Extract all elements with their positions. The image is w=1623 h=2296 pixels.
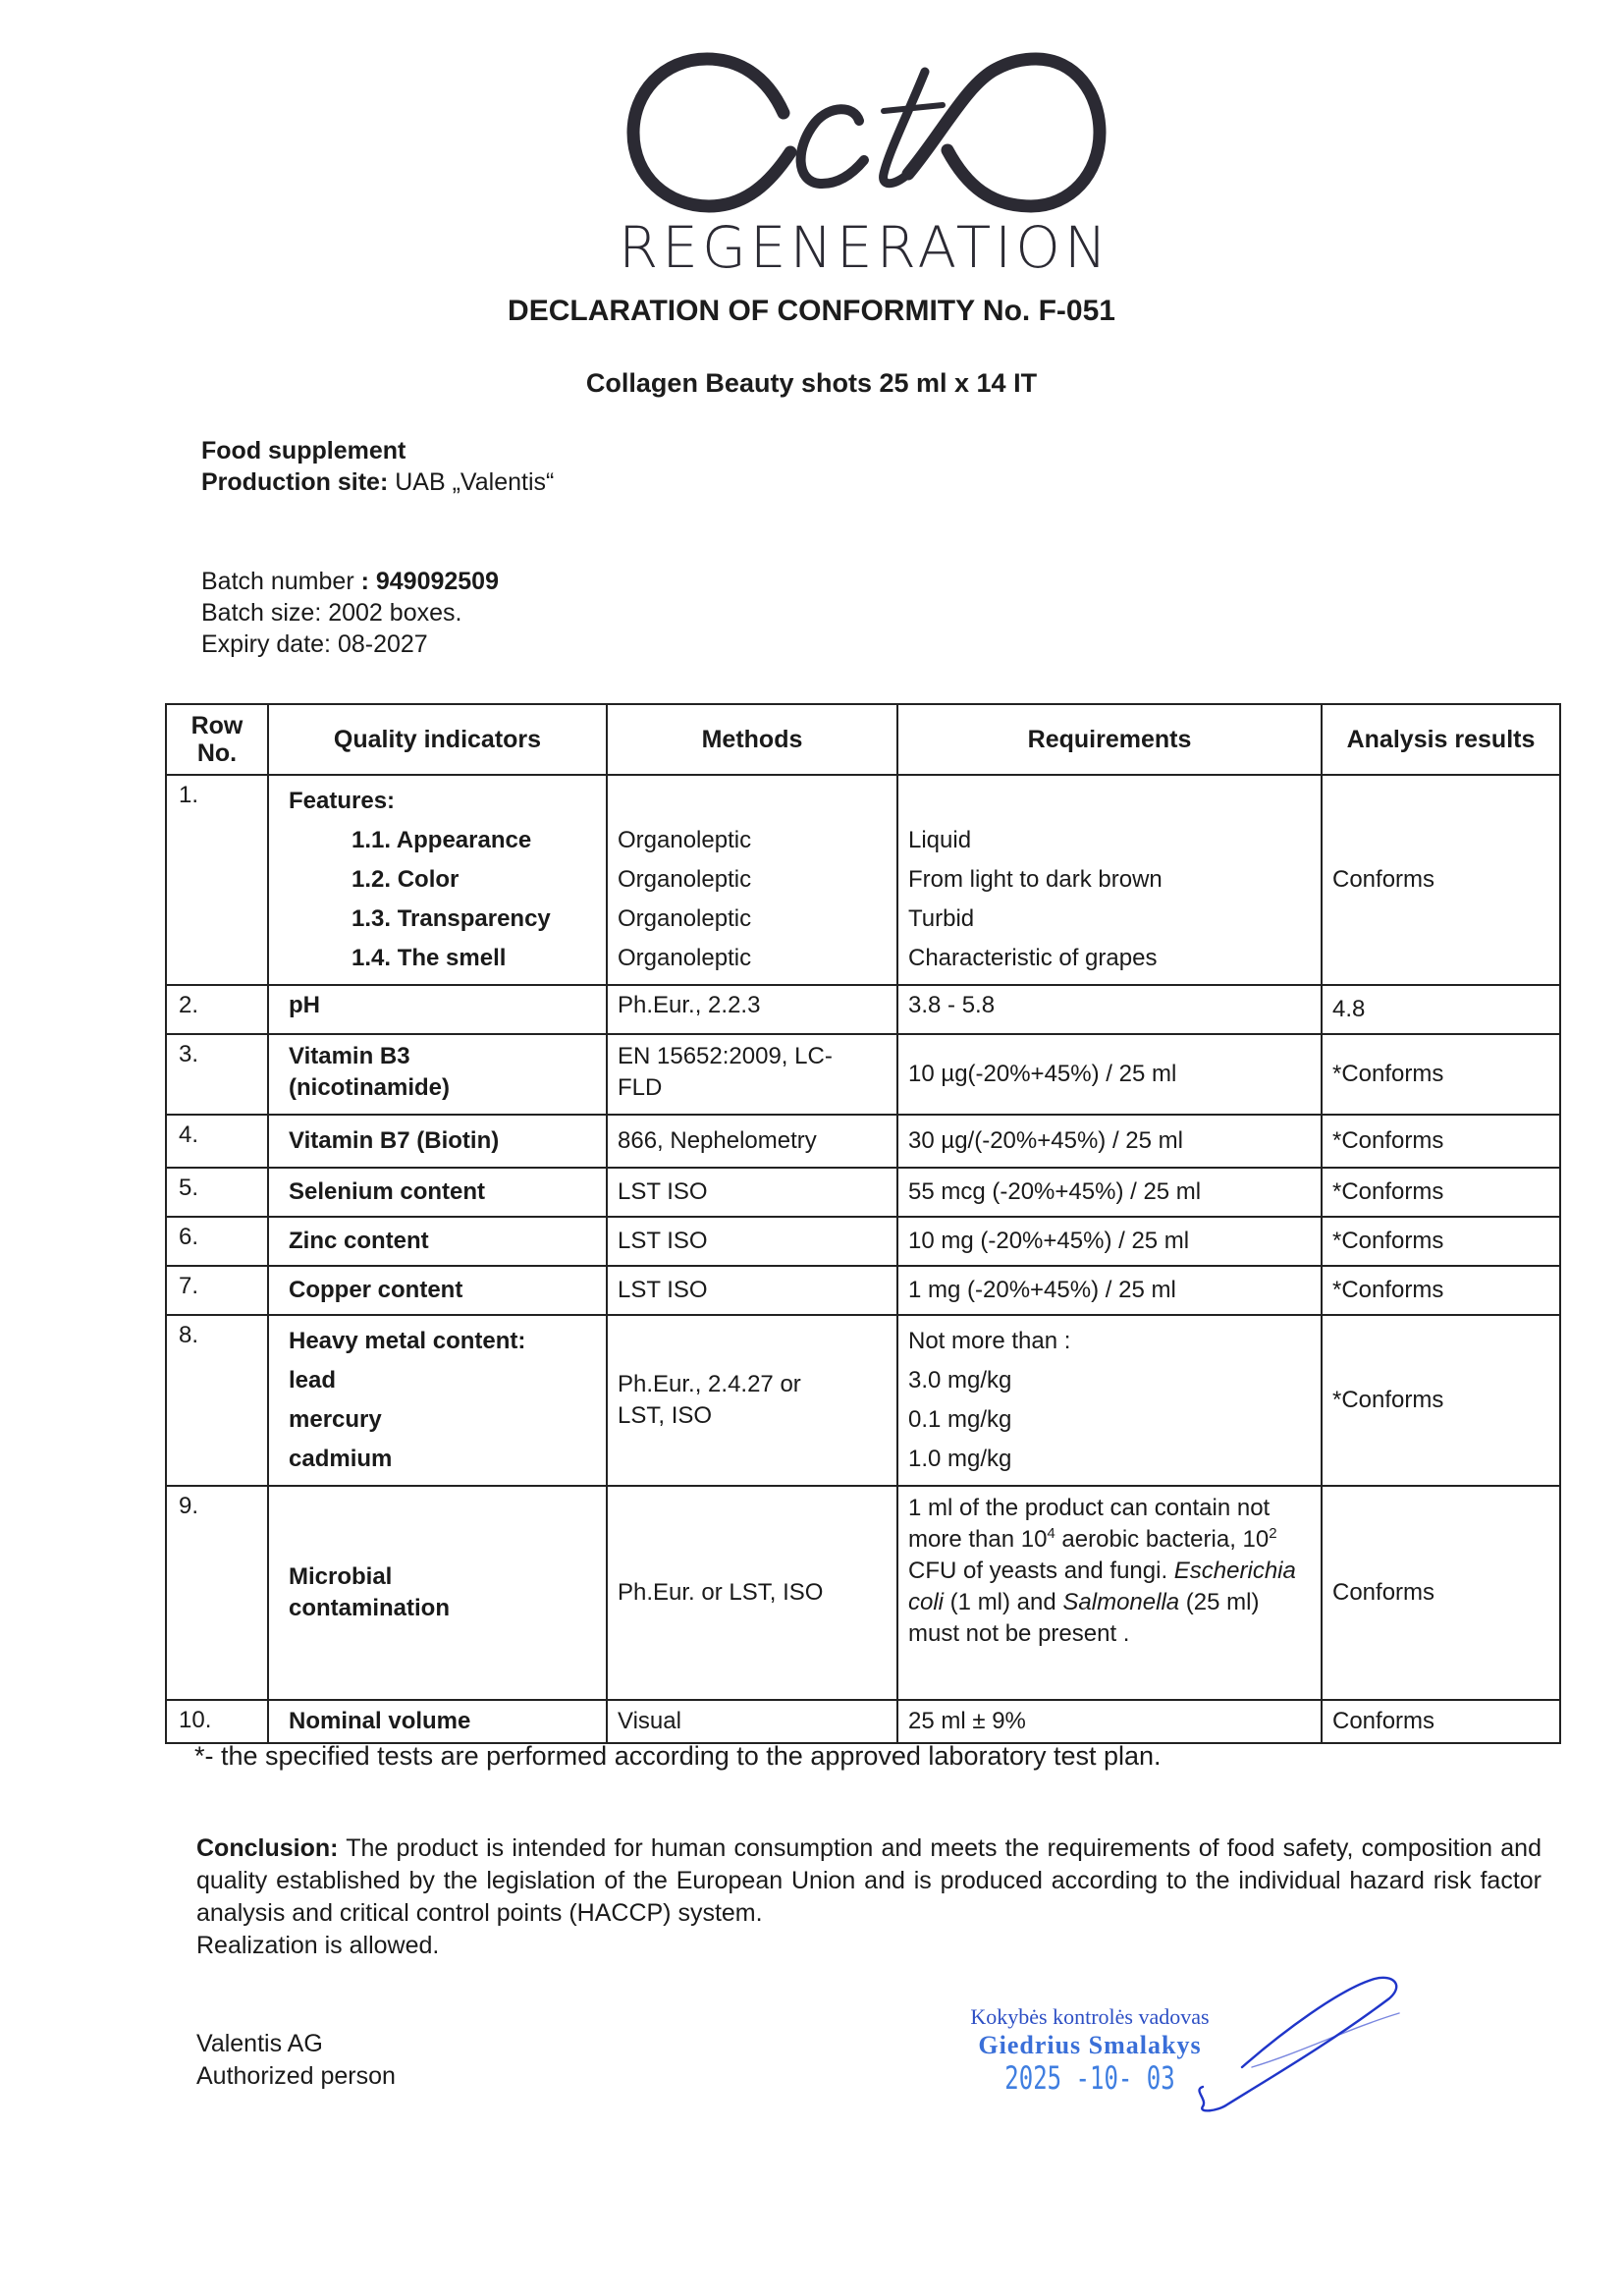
batch-number-sep: : <box>353 568 376 595</box>
table-row <box>166 775 1560 985</box>
requirement: 1 ml of the product can contain not more than $10^4$ aerobic bacteria, $10^2$ CFU of yeasts and fungi. Escherichia coli (1 ml) and Salmonella (25 ml) must not be present . <box>897 1486 1322 1700</box>
method: LST ISO <box>607 1168 897 1217</box>
row-number: 10. <box>166 1700 268 1743</box>
row-number: 6. <box>166 1217 268 1266</box>
header-requirements: Requirements <box>897 704 1322 775</box>
requirement: 1 mg (-20%+45%) / 25 ml <box>897 1266 1322 1315</box>
analysis-result: Conforms <box>1322 1486 1560 1700</box>
table-row <box>166 1034 1560 1115</box>
requirement: 10 mg (-20%+45%) / 25 ml <box>897 1217 1322 1266</box>
analysis-result: *Conforms <box>1322 1034 1560 1115</box>
stamp-role: Kokybės kontrolės vadovas <box>970 2004 1210 2029</box>
method: Ph.Eur. or LST, ISO <box>607 1486 897 1700</box>
sub-indicator: 1.4. The smell <box>352 945 507 971</box>
requirement-item: From light to dark brown <box>908 866 1163 893</box>
header-methods: Methods <box>607 704 897 775</box>
table-row <box>166 1115 1560 1168</box>
method: 866, Nephelometry <box>607 1115 897 1168</box>
quality-indicator <box>268 775 607 985</box>
indicator-group-label: Heavy metal content: <box>289 1328 526 1354</box>
row-number: 1. <box>166 775 268 985</box>
analysis-result: *Conforms <box>1322 1115 1560 1168</box>
analysis-result: *Conforms <box>1322 1217 1560 1266</box>
batch-size: Batch size: 2002 boxes. <box>201 599 462 627</box>
requirement <box>897 1315 1322 1486</box>
requirement: 30 µg/(-20%+45%) / 25 ml <box>897 1115 1322 1168</box>
metal-name: mercury <box>289 1406 382 1433</box>
batch-info <box>201 566 499 660</box>
stamp-name: Giedrius Smalakys <box>978 2031 1202 2059</box>
sub-indicator: 1.3. Transparency <box>352 905 551 932</box>
conclusion-text: The product is intended for human consumption and meets the requirements of food safety, composition and quality established by the legislation of the European Union and is produced according to the individual hazard risk factor analysis and critical control points (HACCP) system. <box>196 1834 1542 1927</box>
method: Visual <box>607 1700 897 1743</box>
analysis-result: Conforms <box>1322 1700 1560 1743</box>
table-row <box>166 985 1560 1034</box>
requirement: 25 ml ± 9% <box>897 1700 1322 1743</box>
realization-statement: Realization is allowed. <box>196 1932 440 1959</box>
indicator-group-label: Features: <box>289 788 396 814</box>
header-row-no: Row No. <box>166 704 268 775</box>
quality-indicator <box>268 1315 607 1486</box>
row-number: 2. <box>166 985 268 1034</box>
requirement <box>897 775 1322 985</box>
quality-indicator: Copper content <box>268 1266 607 1315</box>
metal-name: lead <box>289 1367 337 1394</box>
batch-number-label: Batch number <box>201 568 354 595</box>
signer-block <box>196 2028 396 2093</box>
analysis-result: *Conforms <box>1322 1266 1560 1315</box>
header-quality-indicators: Quality indicators <box>268 704 607 775</box>
row-number: 3. <box>166 1034 268 1115</box>
table-row <box>166 1315 1560 1486</box>
method: LST ISO <box>607 1266 897 1315</box>
handwritten-signature-icon <box>1193 1974 1409 2121</box>
metal-name: cadmium <box>289 1446 393 1472</box>
row-number: 7. <box>166 1266 268 1315</box>
limit-value: 1.0 mg/kg <box>908 1446 1012 1472</box>
signer-company: Valentis AG <box>196 2030 323 2057</box>
batch-number-value: 949092509 <box>375 568 499 595</box>
quality-specification-table <box>165 703 1561 1744</box>
quality-indicator: Vitamin B7 (Biotin) <box>268 1115 607 1168</box>
company-logo <box>619 44 1111 281</box>
analysis-result: *Conforms <box>1322 1168 1560 1217</box>
sub-indicator: 1.2. Color <box>352 866 460 893</box>
conclusion-label: Conclusion: <box>196 1834 339 1862</box>
method <box>607 775 897 985</box>
analysis-result: *Conforms <box>1322 1315 1560 1486</box>
table-row <box>166 1168 1560 1217</box>
table-footnote: *- the specified tests are performed according to the approved laboratory test plan. <box>194 1741 1162 1771</box>
quality-indicator: Microbial contamination <box>268 1486 607 1700</box>
quality-indicator: Selenium content <box>268 1168 607 1217</box>
limit-value: 3.0 mg/kg <box>908 1367 1012 1394</box>
production-site-value: UAB „Valentis“ <box>395 468 555 496</box>
limit-value: 0.1 mg/kg <box>908 1406 1012 1433</box>
header-analysis-results: Analysis results <box>1322 704 1560 775</box>
requirement-item: Liquid <box>908 827 972 853</box>
sub-indicator: 1.1. Appearance <box>352 827 532 853</box>
quality-indicator: pH <box>268 985 607 1034</box>
table-row <box>166 1266 1560 1315</box>
document-title: DECLARATION OF CONFORMITY No. F-051 <box>508 295 1115 327</box>
quality-indicator: Vitamin B3 (nicotinamide) <box>268 1034 607 1115</box>
quality-indicator: Zinc content <box>268 1217 607 1266</box>
product-category: Food supplement <box>201 437 406 465</box>
conclusion <box>196 1832 1542 1962</box>
table-header-row <box>166 704 1560 775</box>
method-item: Organoleptic <box>618 827 752 853</box>
row-number: 4. <box>166 1115 268 1168</box>
analysis-result: 4.8 <box>1322 985 1560 1034</box>
requirement-item: Characteristic of grapes <box>908 945 1158 971</box>
product-info <box>201 435 554 498</box>
requirement: 10 µg(-20%+45%) / 25 ml <box>897 1034 1322 1115</box>
method-item: Organoleptic <box>618 866 752 893</box>
method-item: Organoleptic <box>618 945 752 971</box>
table-row <box>166 1486 1560 1700</box>
signer-role: Authorized person <box>196 2062 396 2090</box>
method: LST ISO <box>607 1217 897 1266</box>
row-number: 9. <box>166 1486 268 1700</box>
production-site-label: Production site: <box>201 468 389 496</box>
logo-wordmark: REGENERATION <box>619 214 1111 281</box>
requirement-header: Not more than : <box>908 1328 1071 1354</box>
quality-indicator: Nominal volume <box>268 1700 607 1743</box>
method-item: Organoleptic <box>618 905 752 932</box>
row-number: 8. <box>166 1315 268 1486</box>
method: Ph.Eur., 2.2.3 <box>607 985 897 1034</box>
stamp-date: 2025 -10- 03 <box>1004 2059 1175 2097</box>
requirement-item: Turbid <box>908 905 975 932</box>
method: EN 15652:2009, LC- FLD <box>607 1034 897 1115</box>
octo-logo-mark-icon <box>619 44 1109 216</box>
method: Ph.Eur., 2.4.27 or LST, ISO <box>607 1315 897 1486</box>
requirement: 55 mcg (-20%+45%) / 25 ml <box>897 1168 1322 1217</box>
product-name: Collagen Beauty shots 25 ml x 14 IT <box>585 368 1038 398</box>
analysis-result: Conforms <box>1322 775 1560 985</box>
table-row <box>166 1217 1560 1266</box>
row-number: 5. <box>166 1168 268 1217</box>
table-row <box>166 1700 1560 1743</box>
requirement: 3.8 - 5.8 <box>897 985 1322 1034</box>
expiry-date: Expiry date: 08-2027 <box>201 630 428 658</box>
